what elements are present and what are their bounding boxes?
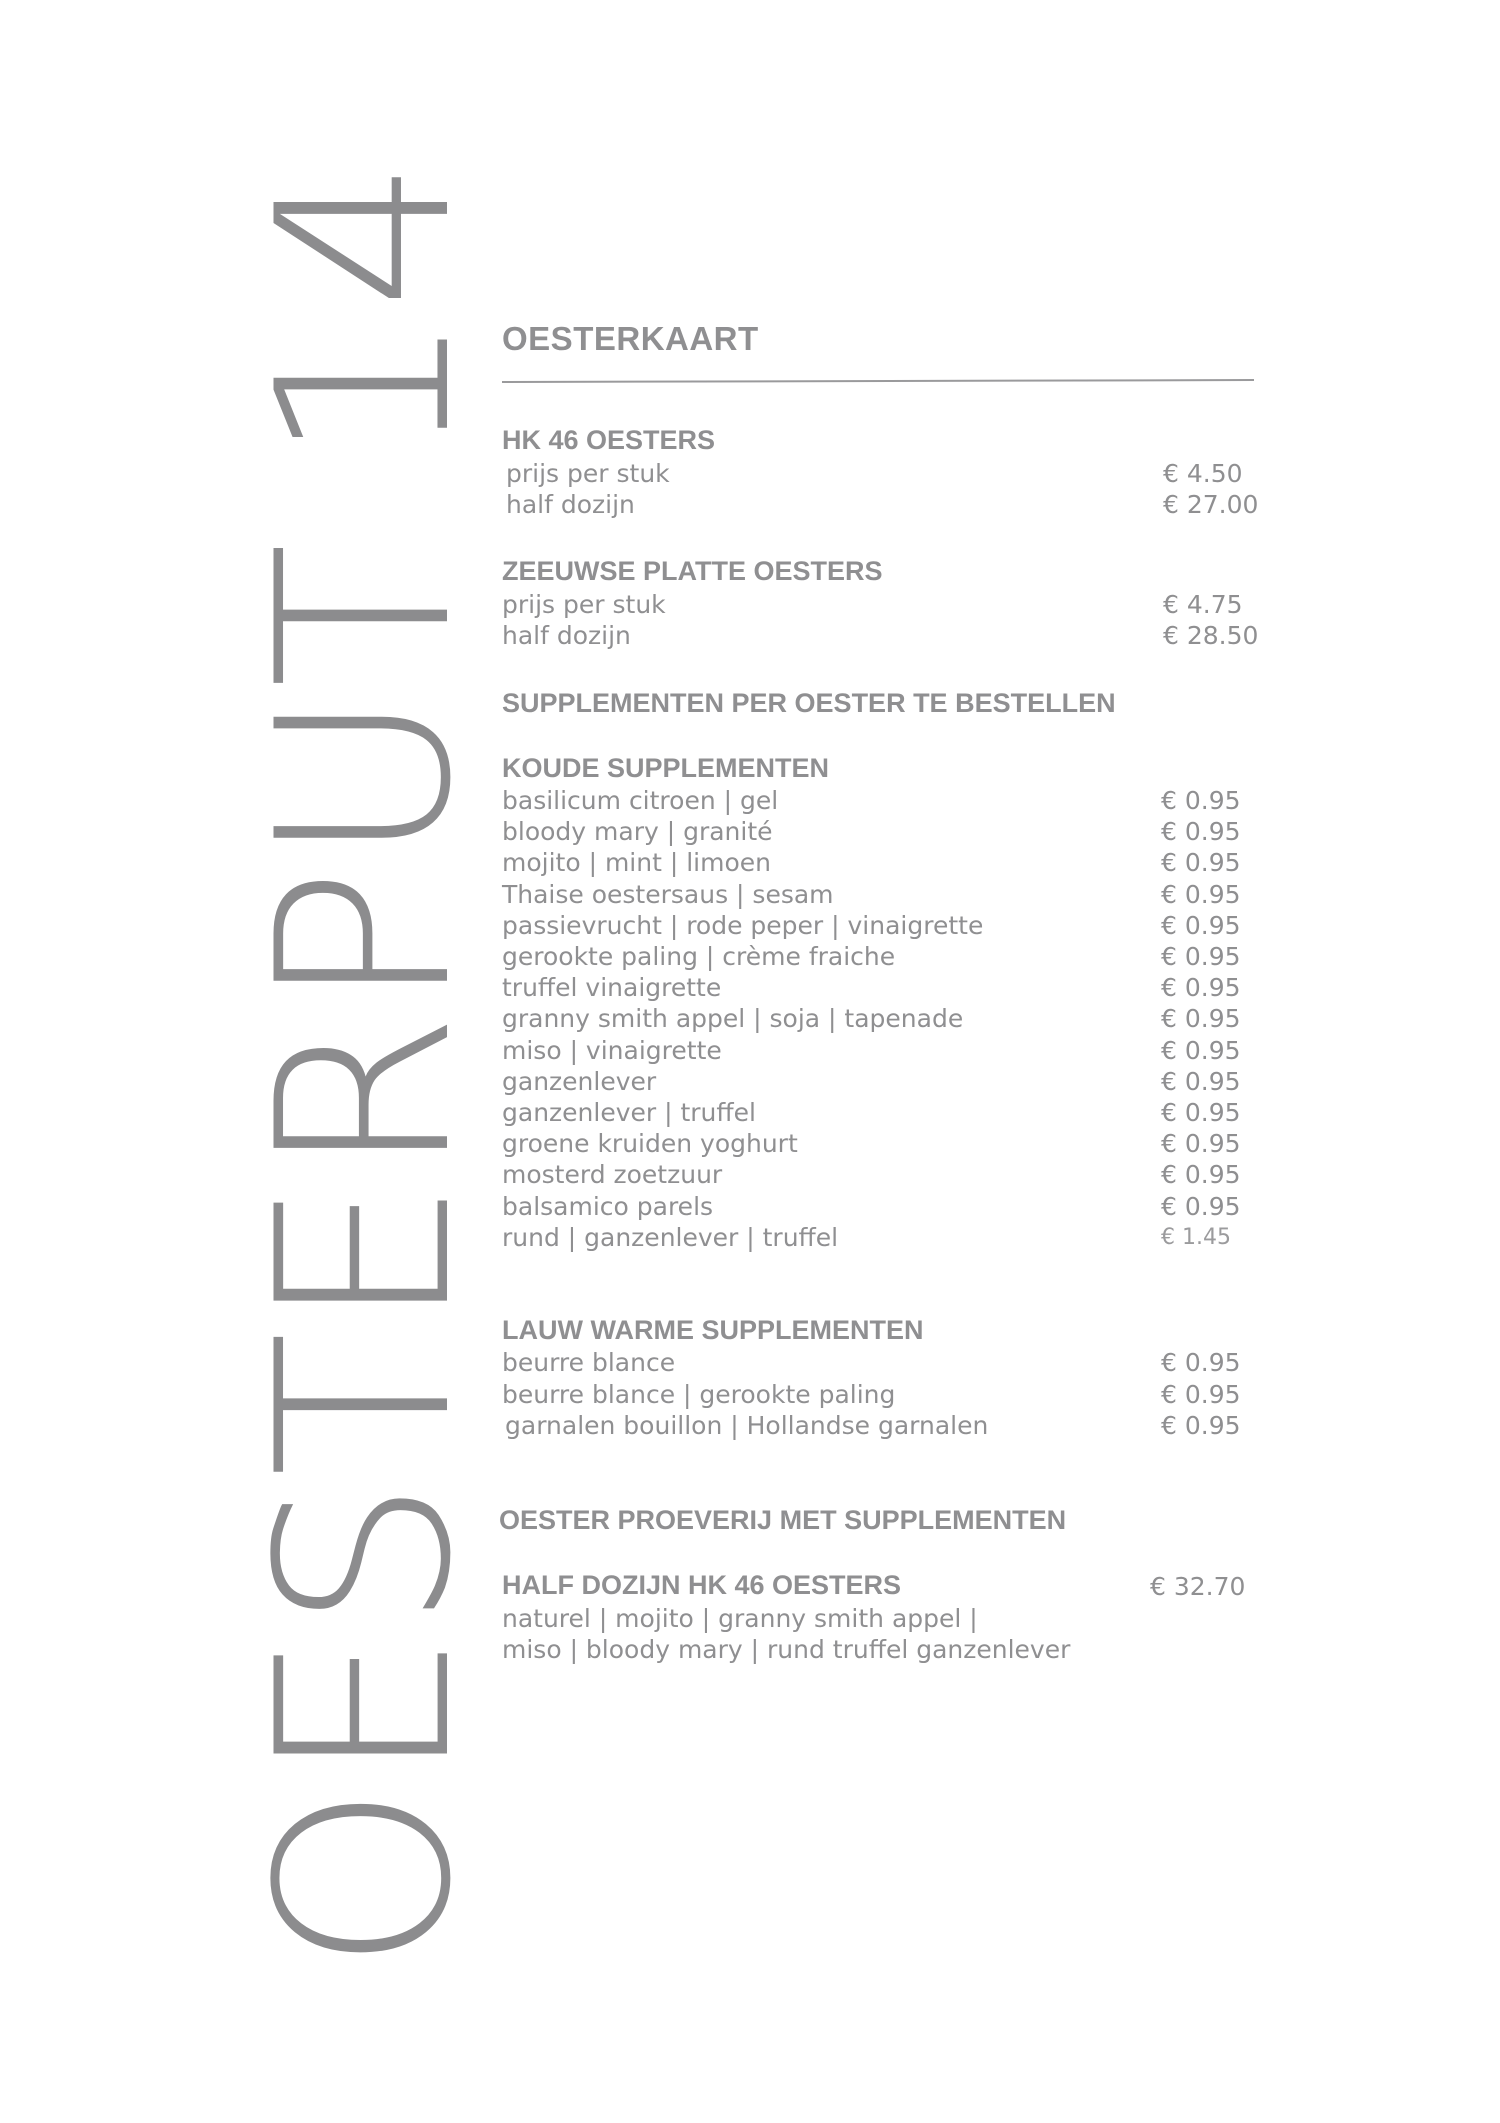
section-heading-proeverij: OESTER PROEVERIJ MET SUPPLEMENTEN	[499, 1505, 1067, 1535]
menu-item-price: € 0.95	[1161, 1411, 1241, 1440]
menu-item-price: € 1.45	[1161, 1224, 1231, 1250]
menu-item-price: € 0.95	[1161, 910, 1241, 940]
menu-item-label: balsamico parels	[502, 1191, 714, 1221]
menu-item-label: half dozijn	[502, 621, 631, 650]
menu-item-label: groene kruiden yoghurt	[502, 1129, 798, 1159]
menu-item-price: € 0.95	[1161, 1160, 1241, 1190]
menu-item-label: rund | ganzenlever | truffel	[502, 1222, 839, 1252]
menu-item-price: € 0.95	[1161, 1191, 1241, 1221]
menu-item-price: € 4.75	[1163, 590, 1243, 619]
menu-item-label: ganzenlever | truffel	[502, 1098, 756, 1127]
menu-item-price: € 28.50	[1163, 621, 1259, 650]
menu-item-price: € 0.95	[1161, 817, 1241, 847]
section-heading-lauw: LAUW WARME SUPPLEMENTEN	[502, 1315, 924, 1345]
menu-item-price: € 0.95	[1161, 1004, 1241, 1034]
menu-item-label: truffel vinaigrette	[502, 973, 722, 1003]
half-dozijn-line: miso | bloody mary | rund truffel ganzenlever	[502, 1635, 1071, 1664]
menu-item-price: € 0.95	[1161, 879, 1241, 909]
menu-item-label: bloody mary | granité	[502, 817, 773, 847]
menu-item-label: granny smith appel | soja | tapenade	[502, 1004, 964, 1034]
menu-item-label: mosterd zoetzuur	[502, 1160, 723, 1190]
menu-item-label: basilicum citroen | gel	[502, 786, 779, 815]
menu-item-label: beurre blance | gerookte paling	[502, 1379, 896, 1409]
section-heading-half-dozijn: HALF DOZIJN HK 46 OESTERS	[502, 1570, 902, 1600]
menu-item-price: € 0.95	[1161, 1035, 1241, 1065]
section-heading-zeeuwse: ZEEUWSE PLATTE OESTERS	[502, 556, 883, 586]
menu-item-price: € 4.50	[1163, 459, 1243, 488]
menu-item-label: mojito | mint | limoen	[502, 848, 771, 878]
section-heading-supplementen: SUPPLEMENTEN PER OESTER TE BESTELLEN	[502, 688, 1116, 718]
page-title: OESTERKAART	[502, 320, 759, 357]
menu-item-price: € 0.95	[1161, 1348, 1241, 1377]
brand-text: OESTERPUT 14	[227, 156, 504, 1972]
menu-item-label: passievrucht | rode peper | vinaigrette	[502, 910, 984, 940]
menu-item-label: half dozijn	[506, 490, 635, 519]
title-divider	[502, 379, 1254, 383]
menu-item-label: ganzenlever	[502, 1066, 657, 1096]
menu-item-price: € 0.95	[1161, 973, 1241, 1003]
section-heading-koude: KOUDE SUPPLEMENTEN	[502, 753, 830, 783]
menu-item-price: € 0.95	[1161, 848, 1241, 878]
menu-item-label: prijs per stuk	[502, 590, 666, 619]
half-dozijn-line: naturel | mojito | granny smith appel |	[502, 1604, 978, 1633]
menu-item-price: € 0.95	[1161, 1379, 1241, 1409]
menu-item-label: prijs per stuk	[506, 459, 670, 488]
menu-item-label: garnalen bouillon | Hollandse garnalen	[505, 1411, 989, 1440]
menu-item-price: € 0.95	[1161, 1066, 1241, 1096]
menu-item-label: gerookte paling | crème fraiche	[502, 942, 896, 971]
menu-item-label: miso | vinaigrette	[502, 1035, 722, 1065]
menu-item-price: € 0.95	[1161, 942, 1241, 971]
menu-item-price: € 0.95	[1161, 1129, 1241, 1159]
menu-item-label: beurre blance	[502, 1348, 676, 1377]
menu-item-price: € 0.95	[1161, 1098, 1241, 1127]
menu-item-label: Thaise oestersaus | sesam	[502, 879, 834, 909]
menu-item-price: € 27.00	[1163, 490, 1259, 519]
half-dozijn-price: € 32.70	[1150, 1572, 1246, 1601]
section-heading-hk46: HK 46 OESTERS	[502, 425, 716, 455]
menu-item-price: € 0.95	[1161, 786, 1241, 815]
